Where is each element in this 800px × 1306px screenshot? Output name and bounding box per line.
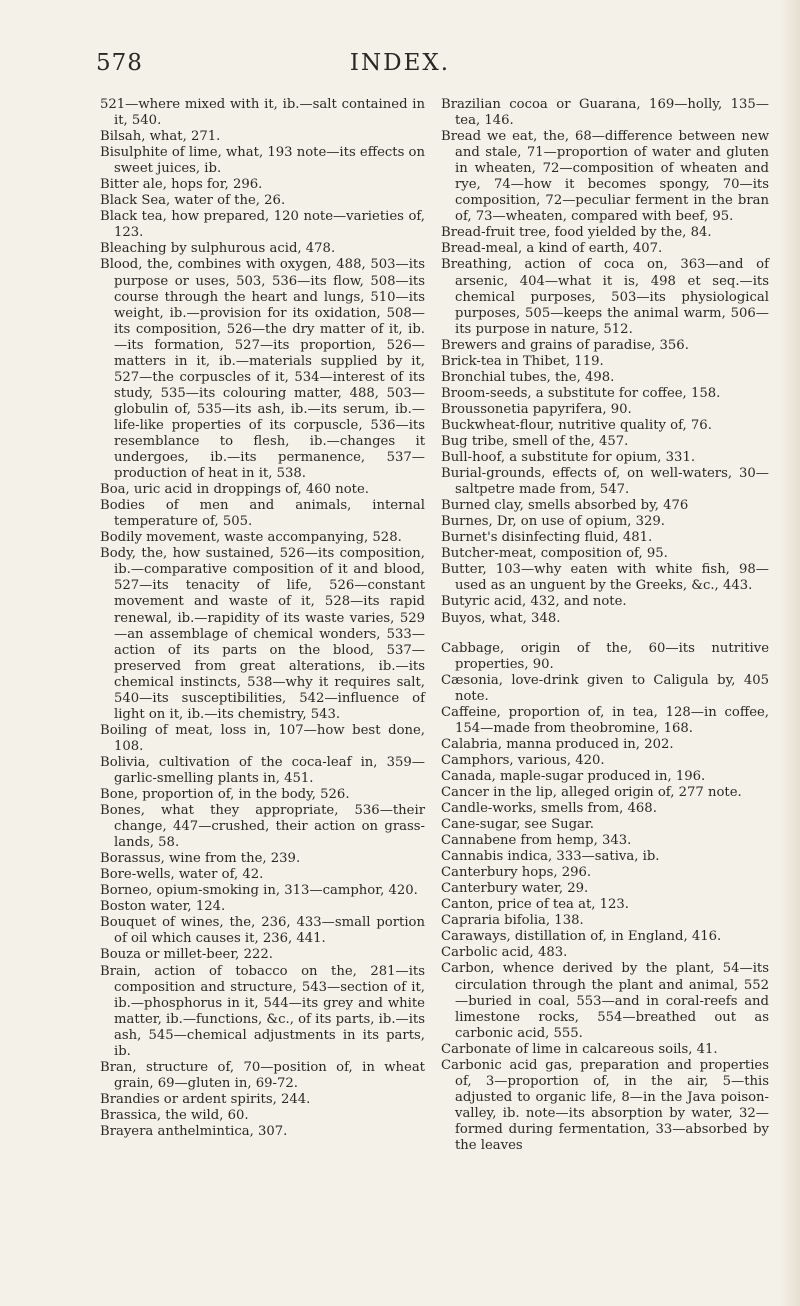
index-entry: Canterbury water, 29. xyxy=(441,881,589,897)
index-column-left xyxy=(100,97,425,1140)
index-entry: Burial-grounds, effects of, on well-waters, 30—saltpetre made from, 547. xyxy=(441,466,769,498)
index-entry: Brewers and grains of paradise, 356. xyxy=(441,337,689,353)
index-entry: Bilsah, what, 271. xyxy=(100,129,221,145)
index-entry: Bronchial tubes, the, 498. xyxy=(441,369,615,385)
index-entry: Bread-meal, a kind of earth, 407. xyxy=(441,241,663,257)
index-entry: Carbonic acid gas, preparation and properties of, 3—proportion of, in the air, 5—this adjusted to organic life, 8—in the Java poison-valley, ib. note—its absorption by water, 32—formed during fermentation, 33—absorbed by the leaves xyxy=(441,1057,769,1153)
index-entry: Brassica, the wild, 60. xyxy=(100,1107,249,1123)
index-entry: Canton, price of tea at, 123. xyxy=(441,897,629,913)
index-entry: Butcher-meat, composition of, 95. xyxy=(441,546,668,562)
index-entry: Blood, the, combines with oxygen, 488, 503—its purpose or uses, 503, 536—its flow, 508—its course through the heart and lungs, 510—its weight, ib.—provision for its oxidation, 508—its composition, 526—the dry matter of it, ib.—its formation, 527—its proportion, 526—matters in it, ib.—materials supplied by it, 527—the corpuscles of it, 534—interest of its study, 535—its colouring matter, 488, 503—globulin of, 535—its ash, ib.—its serum, ib.—life-like properties of its corpuscle, 536—its resemblance to flesh, ib.—changes it undergoes, ib.—its permanence, 537—production of heat in it, 538. xyxy=(100,257,425,482)
index-entry: Black tea, how prepared, 120 note—varieties of, 123. xyxy=(100,209,425,241)
index-entry: Bones, what they appropriate, 536—their change, 447—crushed, their action on grass-lands, 58. xyxy=(100,803,425,851)
index-entry: Capraria bifolia, 138. xyxy=(441,913,584,929)
index-entry: 521—where mixed with it, ib.—salt contained in it, 540. xyxy=(100,97,425,129)
index-entry: Cæsonia, love-drink given to Caligula by, 405 note. xyxy=(441,672,769,704)
index-entry: Burned clay, smells absorbed by, 476 xyxy=(441,498,689,514)
index-entry: Butter, 103—why eaten with white fish, 98—used as an unguent by the Greeks, &c., 443. xyxy=(441,562,769,594)
index-entry: Bitter ale, hops for, 296. xyxy=(100,177,263,193)
index-entry: Bull-hoof, a substitute for opium, 331. xyxy=(441,450,696,466)
index-entry: Boston water, 124. xyxy=(100,899,226,915)
index-entry: Canada, maple-sugar produced in, 196. xyxy=(441,768,706,784)
index-entry: Cannabene from hemp, 343. xyxy=(441,833,632,849)
index-entry: Borassus, wine from the, 239. xyxy=(100,851,301,867)
index-entry: Bread-fruit tree, food yielded by the, 84. xyxy=(441,225,712,241)
index-entry: Candle-works, smells from, 468. xyxy=(441,801,657,817)
index-entry: Caraways, distillation of, in England, 416. xyxy=(441,929,722,945)
index-entry: Brayera anthelmintica, 307. xyxy=(100,1124,288,1139)
index-entry: Buckwheat-flour, nutritive quality of, 76. xyxy=(441,417,712,433)
index-entry: Calabria, manna produced in, 202. xyxy=(441,736,674,752)
index-entry: Caffeine, proportion of, in tea, 128—in coffee, 154—made from theobromine, 168. xyxy=(441,704,769,736)
index-entry: Bisulphite of lime, what, 193 note—its effects on sweet juices, ib. xyxy=(100,145,425,177)
index-entry: Burnet's disinfecting fluid, 481. xyxy=(441,530,653,546)
index-entry: Carbolic acid, 483. xyxy=(441,945,568,961)
index-entry: Brain, action of tobacco on the, 281—its composition and structure, 543—section of it, ib.—phosphorus in it, 544—its grey and white matter, ib.—functions, &c., of its parts, ib.—its ash, 545—chemical adjustments in its parts, ib. xyxy=(100,963,425,1059)
index-entry: Cane-sugar, see Sugar. xyxy=(441,817,594,833)
index-entry: Bolivia, cultivation of the coca-leaf in, 359—garlic-smelling plants in, 451. xyxy=(100,754,425,786)
index-column-right xyxy=(441,97,769,1154)
index-entry: Bread we eat, the, 68—difference between new and stale, 71—proportion of water and gluten in wheaten, 72—composition of wheaten and rye, 74—how it becomes spongy, 70—its composition, 72—peculiar ferment in the bran of, 73—wheaten, compared with beef, 95. xyxy=(441,129,769,225)
index-entry: Body, the, how sustained, 526—its composition, ib.—comparative composition of it and blood, 527—its tenacity of life, 526—constant movement and waste of it, 528—its rapid renewal, ib.—rapidity of its waste varies, 529—an assemblage of chemical wonders, 533—action of its parts on the blood, 537—preserved from great alterations, ib.—its chemical instincts, 538—why it requires salt, 540—its susceptibilities, 542—influence of light on it, ib.—its chemistry, 543. xyxy=(100,546,425,722)
index-entry: Cancer in the lip, alleged origin of, 277 note. xyxy=(441,784,742,800)
index-entry: Brandies or ardent spirits, 244. xyxy=(100,1091,311,1107)
page-number: 578 xyxy=(96,50,143,76)
index-entry: Bone, proportion of, in the body, 526. xyxy=(100,787,350,803)
index-entry: Carbonate of lime in calcareous soils, 41. xyxy=(441,1041,718,1057)
index-entry: Cabbage, origin of the, 60—its nutritive properties, 90. xyxy=(441,640,769,672)
index-entry: Brazilian cocoa or Guarana, 169—holly, 135—tea, 146. xyxy=(441,97,769,129)
index-entry: Bouquet of wines, the, 236, 433—small portion of oil which causes it, 236, 441. xyxy=(100,915,425,947)
index-entry: Bug tribe, smell of the, 457. xyxy=(441,433,629,449)
index-entry: Butyric acid, 432, and note. xyxy=(441,594,627,610)
index-entry: Brick-tea in Thibet, 119. xyxy=(441,353,604,369)
page-edge-shadow xyxy=(780,0,800,1306)
index-entry: Bleaching by sulphurous acid, 478. xyxy=(100,241,336,257)
index-entry: Canterbury hops, 296. xyxy=(441,865,592,881)
index-entry: Bodies of men and animals, internal temperature of, 505. xyxy=(100,498,425,530)
index-entry: Bouza or millet-beer, 222. xyxy=(100,947,273,963)
index-entry: Buyos, what, 348. xyxy=(441,610,561,626)
index-entry: Bore-wells, water of, 42. xyxy=(100,867,264,883)
page-header xyxy=(96,50,704,84)
index-entry: Borneo, opium-smoking in, 313—camphor, 420. xyxy=(100,883,418,899)
index-entry: Cannabis indica, 333—sativa, ib. xyxy=(441,849,660,865)
index-entry: Boa, uric acid in droppings of, 460 note. xyxy=(100,482,369,498)
index-entry: Camphors, various, 420. xyxy=(441,752,605,768)
index-entry: Boiling of meat, loss in, 107—how best done, 108. xyxy=(100,722,425,754)
index-entry: Burnes, Dr, on use of opium, 329. xyxy=(441,514,665,530)
index-entry: Broussonetia papyrifera, 90. xyxy=(441,401,632,417)
index-entry: Bodily movement, waste accompanying, 528. xyxy=(100,530,402,546)
index-entry: Black Sea, water of the, 26. xyxy=(100,193,286,209)
index-entry: Carbon, whence derived by the plant, 54—its circulation through the plant and animal, 552—buried in coal, 553—and in coral-reefs and limestone rocks, 554—breathed out as carbonic acid, 555. xyxy=(441,961,769,1041)
index-entry: Broom-seeds, a substitute for coffee, 158. xyxy=(441,385,721,401)
index-entry: Bran, structure of, 70—position of, in wheat grain, 69—gluten in, 69-72. xyxy=(100,1059,425,1091)
index-entry: Breathing, action of coca on, 363—and of arsenic, 404—what it is, 498 et seq.—its chemical purposes, 503—its physiological purposes, 505—keeps the animal warm, 506—its purpose in nature, 512. xyxy=(441,257,769,337)
running-head: INDEX. xyxy=(349,50,451,76)
